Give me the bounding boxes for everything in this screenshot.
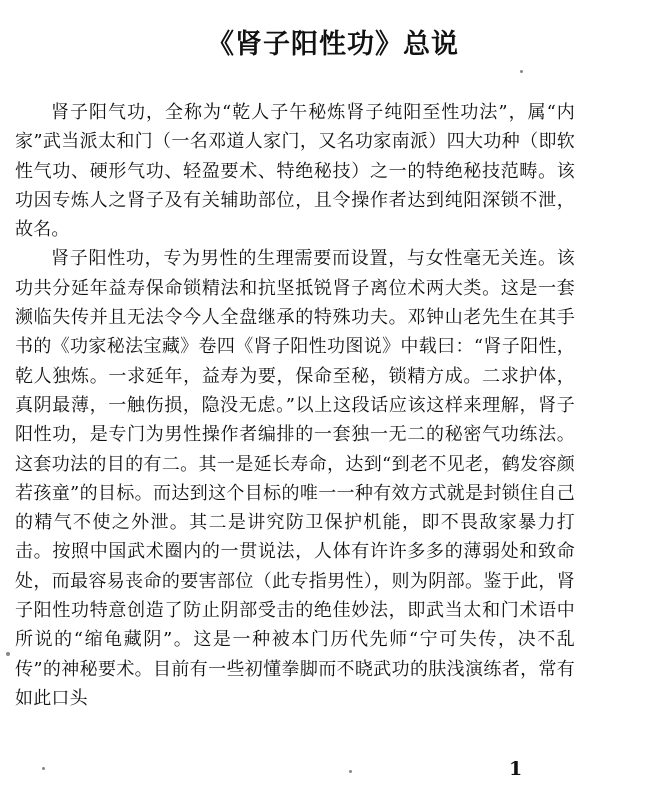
paragraph-1: 肾子阳气功，全称为“乾人子午秘炼肾子纯阳至性功法”，属“内家”武当派太和门（一名邓道人家门，又名功家南派）四大功种（即软性气功、硬形气功、轻盈要术、特绝秘技）之一的特绝秘技范畴。该功因专炼人之肾子及有关辅助部位，且令操作者达到纯阳深锁不泄，故名。 (15, 102, 575, 241)
paragraph-2: 肾子阳性功，专为男性的生理需要而设置，与女性毫无关连。该功共分延年益寿保命锁精法和抗坚抵锐肾子离位术两大类。这是一套濒临失传并且无法令今人全盘继承的特殊功夫。邓钟山老先生在其手书的《功家秘法宝藏》卷四《肾子阳性功图说》中载曰：“肾子阳性，乾人独炼。一求延年，益寿为要，保命至秘，锁精方成。二求护体，真阴最薄，一触伤损，隐没无虑。”以上这段话应该这样来理解，肾子阳性功，是专门为男性操作者编排的一套独一无二的秘密气功练法。这套功法的目的有二。其一是延长寿命，达到“到老不见老，鹤发容颜若孩童”的目标。而达到这个目标的唯一一种有效方式就是封锁住自己的精气不使之外泄。其二是讲究防卫保护机能，即不畏敌家暴力打击。按照中国武术圈内的一贯说法，人体有许许多多的薄弱处和致命处，而最容易丧命的要害部位（此专指男性），则为阴部。鉴于此，肾子阳性功特意创造了防止阴部受击的绝佳妙法，即武当太和门术语中所说的“缩龟藏阴”。这是一种被本门历代先师“宁可失传，决不乱传”的神秘要术。目前有一些初懂拳脚而不晓武功的肤浅演练者，常有如此口头 (15, 248, 575, 709)
scan-speck (349, 770, 352, 773)
scan-speck (42, 767, 45, 770)
page-title: 《肾子阳性功》总说 (207, 29, 459, 60)
scan-speck (6, 652, 10, 656)
scan-speck (520, 70, 523, 73)
page-number: 1 (509, 758, 523, 780)
body-text (15, 98, 575, 713)
